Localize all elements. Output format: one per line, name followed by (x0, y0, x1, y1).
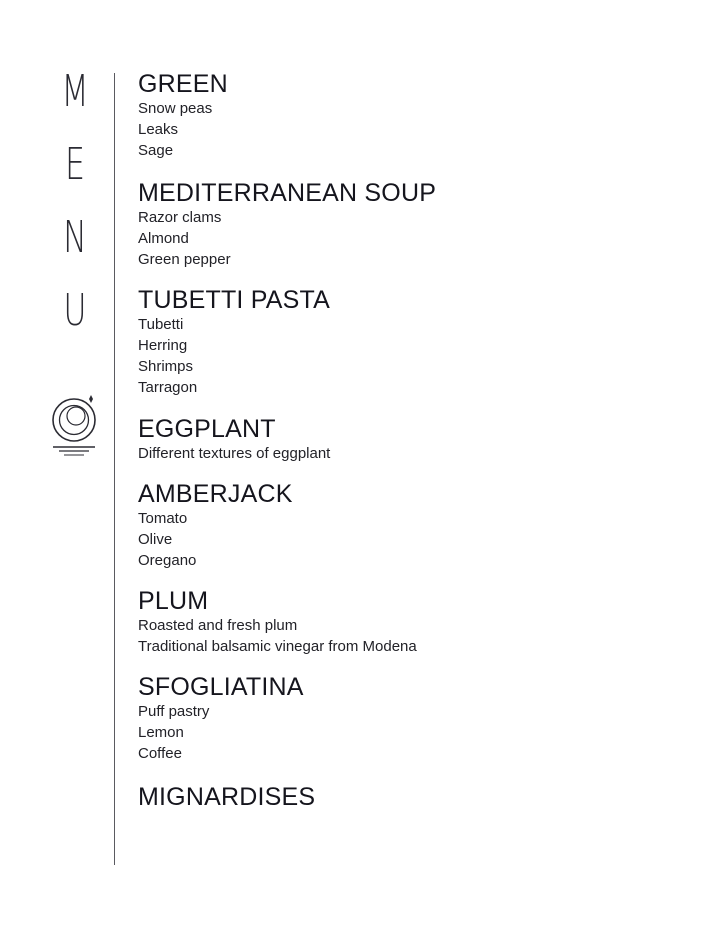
course-title: MIGNARDISES (138, 783, 316, 811)
course-items (138, 98, 698, 161)
course-item: Traditional balsamic vinegar from Modena (138, 638, 417, 655)
course-items (138, 443, 698, 464)
course-title: GREEN (138, 70, 228, 98)
menu-letter-u: U (63, 285, 87, 336)
vertical-divider (114, 73, 115, 865)
course-item: Coffee (138, 745, 182, 762)
menu-letter-e: E (64, 139, 86, 190)
course-eggplant (138, 415, 698, 464)
course-item: Shrimps (138, 358, 194, 375)
course-item: Leaks (138, 121, 179, 138)
course-plum (138, 587, 698, 657)
course-mediterranean-soup (138, 179, 698, 270)
course-title: SFOGLIATINA (138, 673, 304, 701)
course-item: Tomato (138, 510, 188, 527)
course-items (138, 615, 698, 657)
course-item: Snow peas (138, 100, 213, 117)
course-item: Razor clams (138, 209, 222, 226)
course-title: TUBETTI PASTA (138, 286, 330, 314)
course-item: Almond (138, 230, 189, 247)
course-item: Roasted and fresh plum (138, 617, 298, 634)
course-item: Olive (138, 531, 173, 548)
course-items (138, 314, 698, 398)
course-amberjack (138, 480, 698, 571)
course-title: EGGPLANT (138, 415, 276, 443)
course-items (138, 508, 698, 571)
course-item: Oregano (138, 552, 197, 569)
course-item: Tarragon (138, 379, 198, 396)
course-tubetti-pasta (138, 286, 698, 398)
course-green (138, 70, 698, 161)
plate-icon (50, 392, 102, 460)
course-mignardises (138, 783, 698, 811)
course-item: Green pepper (138, 251, 231, 268)
course-items (138, 207, 698, 270)
course-item: Lemon (138, 724, 184, 741)
course-title: MEDITERRANEAN SOUP (138, 179, 437, 207)
menu-letter-n: N (63, 212, 87, 263)
menu-letter-m: M (61, 66, 89, 117)
course-item: Puff pastry (138, 703, 210, 720)
course-item: Sage (138, 142, 174, 159)
course-sfogliatina (138, 673, 698, 764)
course-items (138, 701, 698, 764)
course-title: AMBERJACK (138, 480, 293, 508)
course-item: Different textures of eggplant (138, 445, 331, 462)
course-item: Herring (138, 337, 188, 354)
course-title: PLUM (138, 587, 209, 615)
course-item: Tubetti (138, 316, 184, 333)
